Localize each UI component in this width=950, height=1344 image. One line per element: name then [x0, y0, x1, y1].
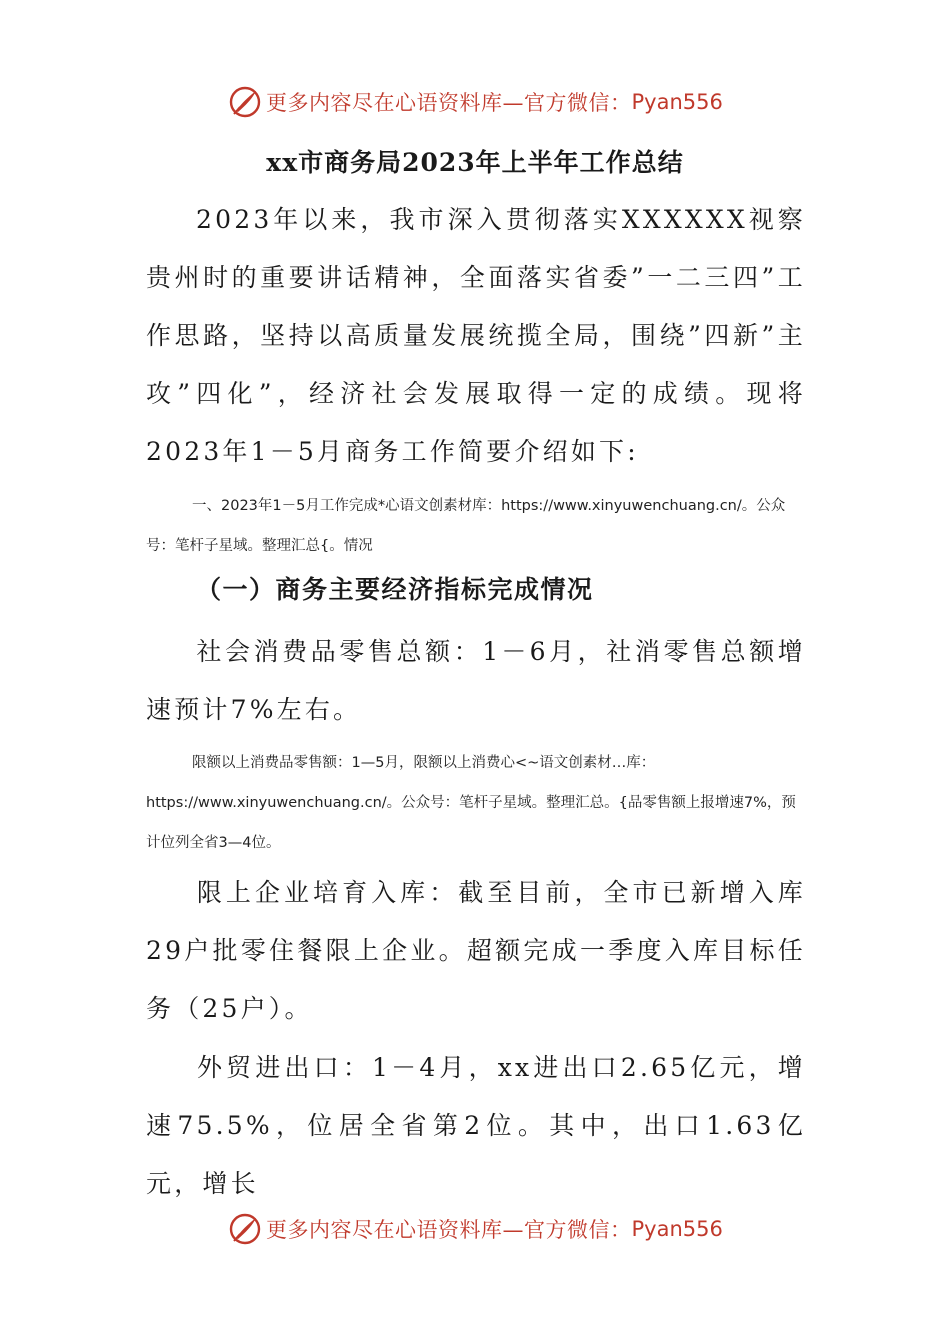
enterprise-paragraph: 限上企业培育入库：截至目前，全市已新增入库29户批零住餐限上企业。超额完成一季度入库目标任务（25户）。 [146, 878, 806, 1023]
intro-paragraph: 2023年以来，我市深入贯彻落实XXXXXX视察贵州时的重要讲话精神，全面落实省委”一二三四”工作思路，坚持以高质量发展统揽全局，围绕”四新”主攻”四化”，经济社会发展取得一定的成绩。现将2023年1－5月商务工作简要介绍如下: [146, 205, 806, 466]
retail-paragraph: 社会消费品零售总额：1－6月，社消零售总额增速预计7%左右。 [146, 637, 806, 724]
watermark-text: 更多内容尽在心语资料库—官方微信： [266, 1218, 632, 1242]
section1-heading: （一）商务主要经济指标完成情况 [196, 575, 594, 604]
watermark-header [228, 82, 723, 122]
watermark-text: 更多内容尽在心语资料库—官方微信： [266, 91, 632, 115]
watermark-wechat-id: Pyan556 [631, 90, 723, 114]
section1-note: 一、2023年1－5月工作完成*心语文创素材库：https://www.xinyuwenchuang.cn/。公众号：笔杆子星域。整理汇总{。情况 [146, 498, 786, 554]
watermark-footer [228, 1209, 723, 1249]
quill-logo-icon [228, 85, 262, 119]
trade-paragraph: 外贸进出口：1－4月，xx进出口2.65亿元，增速75.5%，位居全省第2位。其中，出口1.63亿元，增长 [146, 1053, 806, 1198]
document-title: xx市商务局2023年上半年工作总结 [266, 148, 684, 177]
above-quota-paragraph: 限额以上消费品零售额：1—5月，限额以上消费心<~语文创素材…库：https://www.xinyuwenchuang.cn/。公众号：笔杆子星域。整理汇总。{品零售额上报增速7%，预计位列全省3—4位。 [146, 755, 796, 851]
quill-logo-icon [228, 1212, 262, 1246]
watermark-wechat-id: Pyan556 [631, 1217, 723, 1241]
